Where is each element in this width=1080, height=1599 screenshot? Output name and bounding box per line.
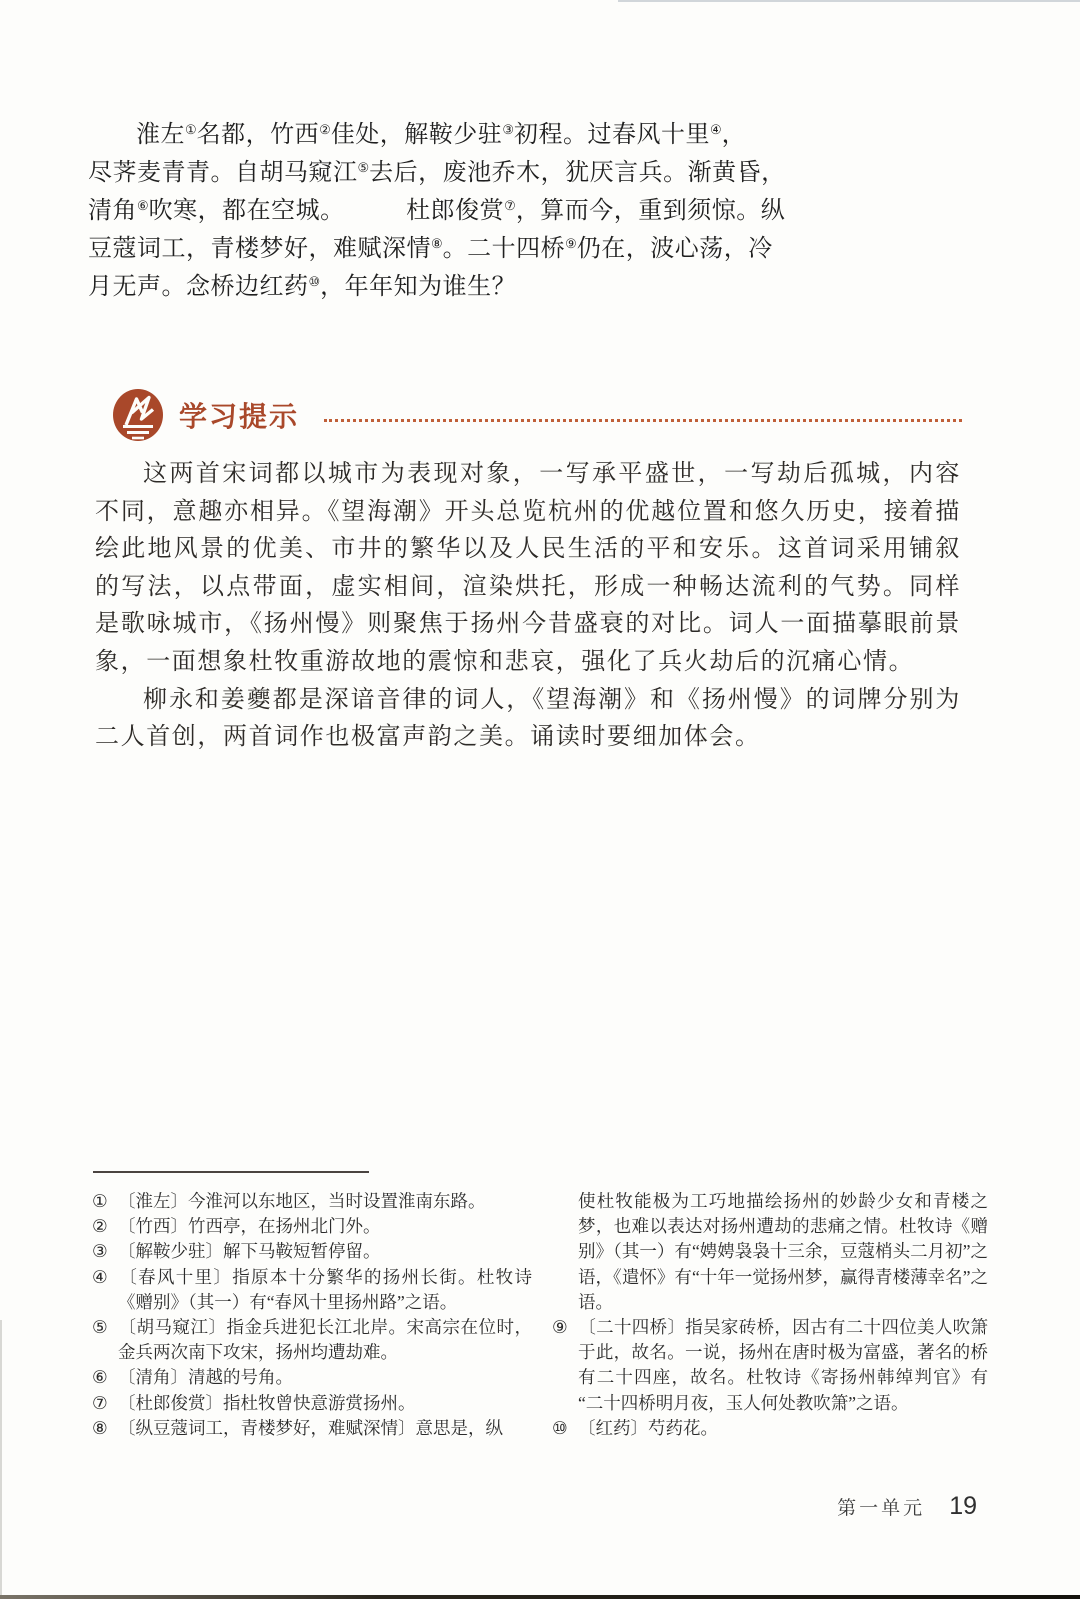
footnote-marker: ⑥ xyxy=(92,1367,108,1388)
study-tips-paragraph: 柳永和姜夔都是深谙音律的词人，《望海潮》和《扬州慢》的词牌分别为二人首创，两首词作也极富声韵之美。诵读时要细加体会。 xyxy=(95,686,961,751)
footnote-item xyxy=(552,1416,988,1441)
footnote-marker: ② xyxy=(92,1216,108,1237)
footnote-text: 〔解鞍少驻〕解下马鞍短暂停留。 xyxy=(118,1241,381,1262)
footnote-text: 〔春风十里〕指原本十分繁华的扬州长街。杜牧诗《赠别》（其一）有“春风十里扬州路”之语。 xyxy=(118,1266,532,1312)
study-tips-title: 学习提示 xyxy=(179,401,300,432)
page-footer xyxy=(0,1492,977,1521)
footnote-item xyxy=(92,1315,532,1365)
footnote-item xyxy=(92,1365,532,1390)
footnote-text: 使杜牧能极为工巧地描绘扬州的妙龄少女和青楼之梦，也难以表达对扬州遭劫的悲痛之情。杜牧诗《赠别》（其一）有“娉娉袅袅十三余，豆蔻梢头二月初”之语，《遣怀》有“十年一觉扬州梦，赢得青楼薄幸名”之语。 xyxy=(578,1191,988,1312)
footnote-marker: ③ xyxy=(92,1241,108,1262)
study-tips-header xyxy=(112,388,962,442)
footnote-marker: ⑦ xyxy=(92,1392,108,1413)
footnotes-section xyxy=(92,1189,988,1441)
study-tips-paragraph: 这两首宋词都以城市为表现对象，一写承平盛世，一写劫后孤城，内容不同，意趣亦相异。《望海潮》开头总览杭州的优越位置和悠久历史，接着描绘此地风景的优美、市井的繁华以及人民生活的平和安乐。这首词采用铺叙的写法，以点带面，虚实相间，渲染烘托，形成一种畅达流利的气势。同样是歌咏城市，《扬州慢》则聚焦于扬州今昔盛衰的对比。词人一面描摹眼前景象，一面想象杜牧重游故地的震惊和悲哀，强化了兵火劫后的沉痛心情。 xyxy=(95,461,961,675)
footnote-item xyxy=(92,1265,532,1315)
study-tips-body xyxy=(95,456,961,757)
poem-line: 豆蔻词工，青楼梦好，难赋深情⑧。二十四桥⑨仍在，波心荡，冷 xyxy=(88,236,773,262)
footnote-text: 〔淮左〕今淮河以东地区，当时设置淮南东路。 xyxy=(118,1191,486,1211)
footnote-marker: ① xyxy=(92,1191,108,1211)
poem-line: 尽荠麦青青。自胡马窥江⑤去后，废池乔木，犹厌言兵。渐黄昏， xyxy=(88,160,786,186)
footnote-item xyxy=(92,1416,532,1441)
footnote-item xyxy=(92,1214,532,1239)
footnote-marker: ⑧ xyxy=(92,1417,108,1438)
footnotes-right-column xyxy=(552,1189,988,1441)
footnote-marker: ⑨ xyxy=(552,1317,568,1338)
footnote-item xyxy=(552,1315,988,1416)
footnote-marker: ⑩ xyxy=(552,1417,568,1438)
footnote-item xyxy=(92,1391,532,1416)
poem-line: 月无声。念桥边红药⑩，年年知为谁生？ xyxy=(88,274,517,300)
scan-edge-left xyxy=(0,1320,2,1599)
footnote-text: 〔纵豆蔻词工，青楼梦好，难赋深情〕意思是，纵 xyxy=(118,1417,503,1438)
scan-edge-top xyxy=(618,0,1080,2)
footnote-text: 〔竹西〕竹西亭，在扬州北门外。 xyxy=(118,1216,381,1237)
footnote-text: 〔杜郎俊赏〕指杜牧曾快意游赏扬州。 xyxy=(118,1392,416,1413)
scan-edge-bottom xyxy=(0,1595,1080,1599)
publisher-logo-icon xyxy=(112,388,164,442)
poem-line: 清角⑥吹寒，都在空城。 杜郎俊赏⑦，算而今，重到须惊。纵 xyxy=(88,198,786,224)
footnote-text: 〔二十四桥〕指吴家砖桥，因古有二十四位美人吹箫于此，故名。一说，扬州在唐时极为富盛，著名的桥有二十四座，故名。杜牧诗《寄扬州韩绰判官》有“二十四桥明月夜，玉人何处教吹箫”之语。 xyxy=(578,1317,988,1413)
footnote-marker: ⑤ xyxy=(92,1317,108,1338)
footnote-item xyxy=(92,1239,532,1264)
poem-text-block xyxy=(88,116,786,306)
poem-line: 淮左①名都，竹西②佳处，解鞍少驻③初程。过春风十里④， xyxy=(136,122,747,148)
footnotes-left-column xyxy=(92,1189,532,1441)
footnote-marker: ④ xyxy=(92,1266,108,1287)
footnote-separator-rule xyxy=(93,1171,369,1173)
footnote-text: 〔清角〕清越的号角。 xyxy=(118,1367,293,1388)
footnote-text: 〔红药〕芍药花。 xyxy=(578,1417,718,1438)
dotted-divider xyxy=(324,419,962,422)
page-number: 19 xyxy=(949,1492,977,1520)
footnote-text: 〔胡马窥江〕指金兵进犯长江北岸。宋高宗在位时，金兵两次南下攻宋，扬州均遭劫难。 xyxy=(118,1317,532,1363)
footnote-item xyxy=(92,1189,532,1214)
unit-label: 第一单元 xyxy=(837,1498,926,1519)
footnote-continuation xyxy=(552,1189,988,1315)
